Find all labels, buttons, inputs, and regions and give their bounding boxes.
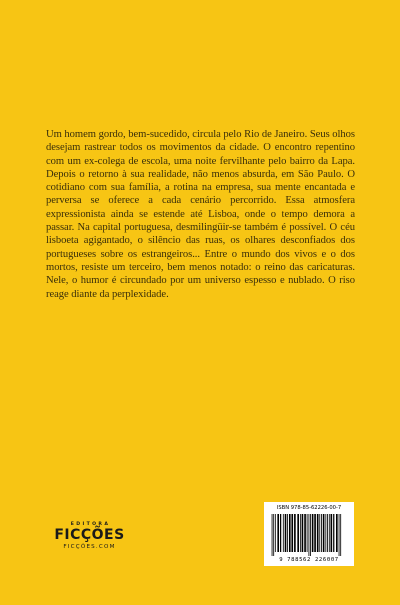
barcode-bar xyxy=(275,514,276,552)
barcode-bar xyxy=(312,514,314,552)
barcode-bar xyxy=(321,514,322,552)
barcode-digits: 9 788562 226007 xyxy=(279,557,339,563)
barcode-bar xyxy=(323,514,325,552)
blurb-text: Um homem gordo, bem-sucedido, circula pelo Rio de Janeiro. Seus olhos desejam rastrear todos os movimentos da cidade. O encontro repentino com um ex-colega de escola, uma noite fervilhante pelo bairro da Lapa. Depois o retorno à sua realidade, não menos absurda, em São Paulo. O cotidiano com sua família, a rotina na empresa, sua mente encantada e perversa se oferece a cada cenário percorrido. Essa atmosfera expressionista ainda se estende até Lisboa, onde o tempo demora a passar. Na capital portuguesa, desmilingüir-se também é possível. O céu lisboeta agigantado, o silêncio das ruas, os olhares desconfiados dos portugueses sobre os estrangeiros... Entre o mundo dos vivos e o dos mortos, resiste um terceiro, bem menos notado: o reino das caricaturas. Nele, o humor é circundado por um universo espesso e nublado. O riso reage diante da perplexidade. xyxy=(46,129,355,300)
barcode-bar xyxy=(310,514,311,556)
barcode-bar xyxy=(309,514,310,556)
barcode-bar xyxy=(291,514,293,552)
barcode-bar xyxy=(336,514,338,552)
barcode-bar xyxy=(325,514,326,552)
barcode-bar xyxy=(317,514,319,552)
barcode-bar xyxy=(297,514,299,552)
isbn-number: ISBN 978-85-62226-00-7 xyxy=(276,505,342,511)
barcode-bar xyxy=(289,514,291,552)
publisher-label: EDITORA xyxy=(70,522,111,527)
barcode-bar xyxy=(340,514,341,556)
barcode-bar xyxy=(277,514,279,552)
barcode-bar xyxy=(304,514,306,552)
publisher-site: FICÇÕES.COM xyxy=(63,544,116,550)
barcode-bar xyxy=(307,514,308,552)
barcode-bar xyxy=(272,514,273,556)
publisher-logo xyxy=(52,522,127,551)
barcode-bar xyxy=(339,514,340,556)
barcode-bar xyxy=(280,514,281,552)
barcode-bar xyxy=(300,514,301,552)
barcode-bar xyxy=(314,514,316,552)
barcode-bar xyxy=(285,514,287,552)
barcode-bar xyxy=(319,514,320,552)
barcode-label xyxy=(264,502,354,566)
barcode-bars xyxy=(270,514,348,556)
barcode-bar xyxy=(333,514,334,552)
barcode-bar xyxy=(287,514,288,552)
barcode-bar xyxy=(294,514,296,552)
barcode-bar xyxy=(331,514,333,552)
barcode-bar xyxy=(329,514,330,552)
publisher-name: FICÇÕES xyxy=(54,527,125,543)
barcode-bar xyxy=(273,514,274,556)
barcode-bar xyxy=(283,514,284,552)
barcode-bar xyxy=(302,514,304,552)
barcode-bar xyxy=(327,514,328,552)
